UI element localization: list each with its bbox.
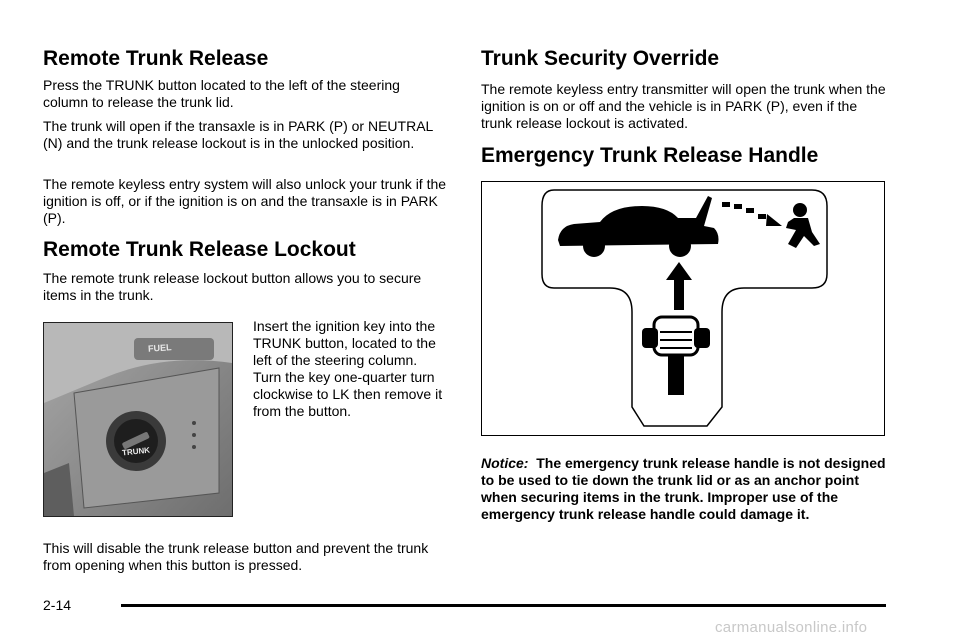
paragraph-disable: This will disable the trunk release button and prevent the trunk from opening when this button is pressed. — [43, 540, 429, 573]
heading-security-override: Trunk Security Override — [481, 47, 720, 70]
emergency-handle-illustration — [482, 182, 883, 434]
notice-label: Notice: — [481, 455, 529, 471]
paragraph-lockout-button: The remote trunk release lockout button allows you to secure items in the trunk. — [43, 270, 422, 303]
paragraph-override: The remote keyless entry transmitter will open the trunk when the ignition is on or off and the vehicle is in PARK (P), even if the trunk release lockout is activated. — [481, 81, 886, 131]
notice-paragraph — [481, 455, 887, 523]
photo-label-trunk: TRUNK — [121, 445, 151, 458]
page-number: 2-14 — [43, 597, 72, 613]
heading-remote-trunk-release: Remote Trunk Release — [43, 47, 269, 70]
paragraph-insert-key: Insert the ignition key into the TRUNK button, located to the left of the steering column. Turn the key one-quarter turn clockwise to LK then remove it from the button. — [253, 318, 443, 419]
watermark: carmanualsonline.info — [715, 619, 868, 636]
paragraph-trunk-button: Press the TRUNK button located to the left of the steering column to release the trunk lid. — [43, 77, 400, 110]
ignition-photo-illustration — [44, 323, 232, 516]
emergency-handle-diagram — [481, 181, 885, 436]
heading-lockout: Remote Trunk Release Lockout — [43, 238, 356, 261]
footer-rule — [121, 604, 886, 607]
ignition-key-photo — [43, 322, 233, 517]
heading-emergency-handle: Emergency Trunk Release Handle — [481, 144, 819, 167]
photo-label-fuel: FUEL — [147, 342, 172, 354]
notice-text: The emergency trunk release handle is not designed to be used to tie down the trunk lid or as an anchor point when securing items in the trunk. Improper use of the emergency trunk release handle could damage it. — [481, 455, 886, 522]
paragraph-keyless: The remote keyless entry system will also unlock your trunk if the ignition is off, or if the ignition is on and the transaxle is in PARK (P). — [43, 176, 447, 226]
paragraph-transaxle: The trunk will open if the transaxle is in PARK (P) or NEUTRAL (N) and the trunk release lockout is in the unlocked position. — [43, 118, 433, 151]
